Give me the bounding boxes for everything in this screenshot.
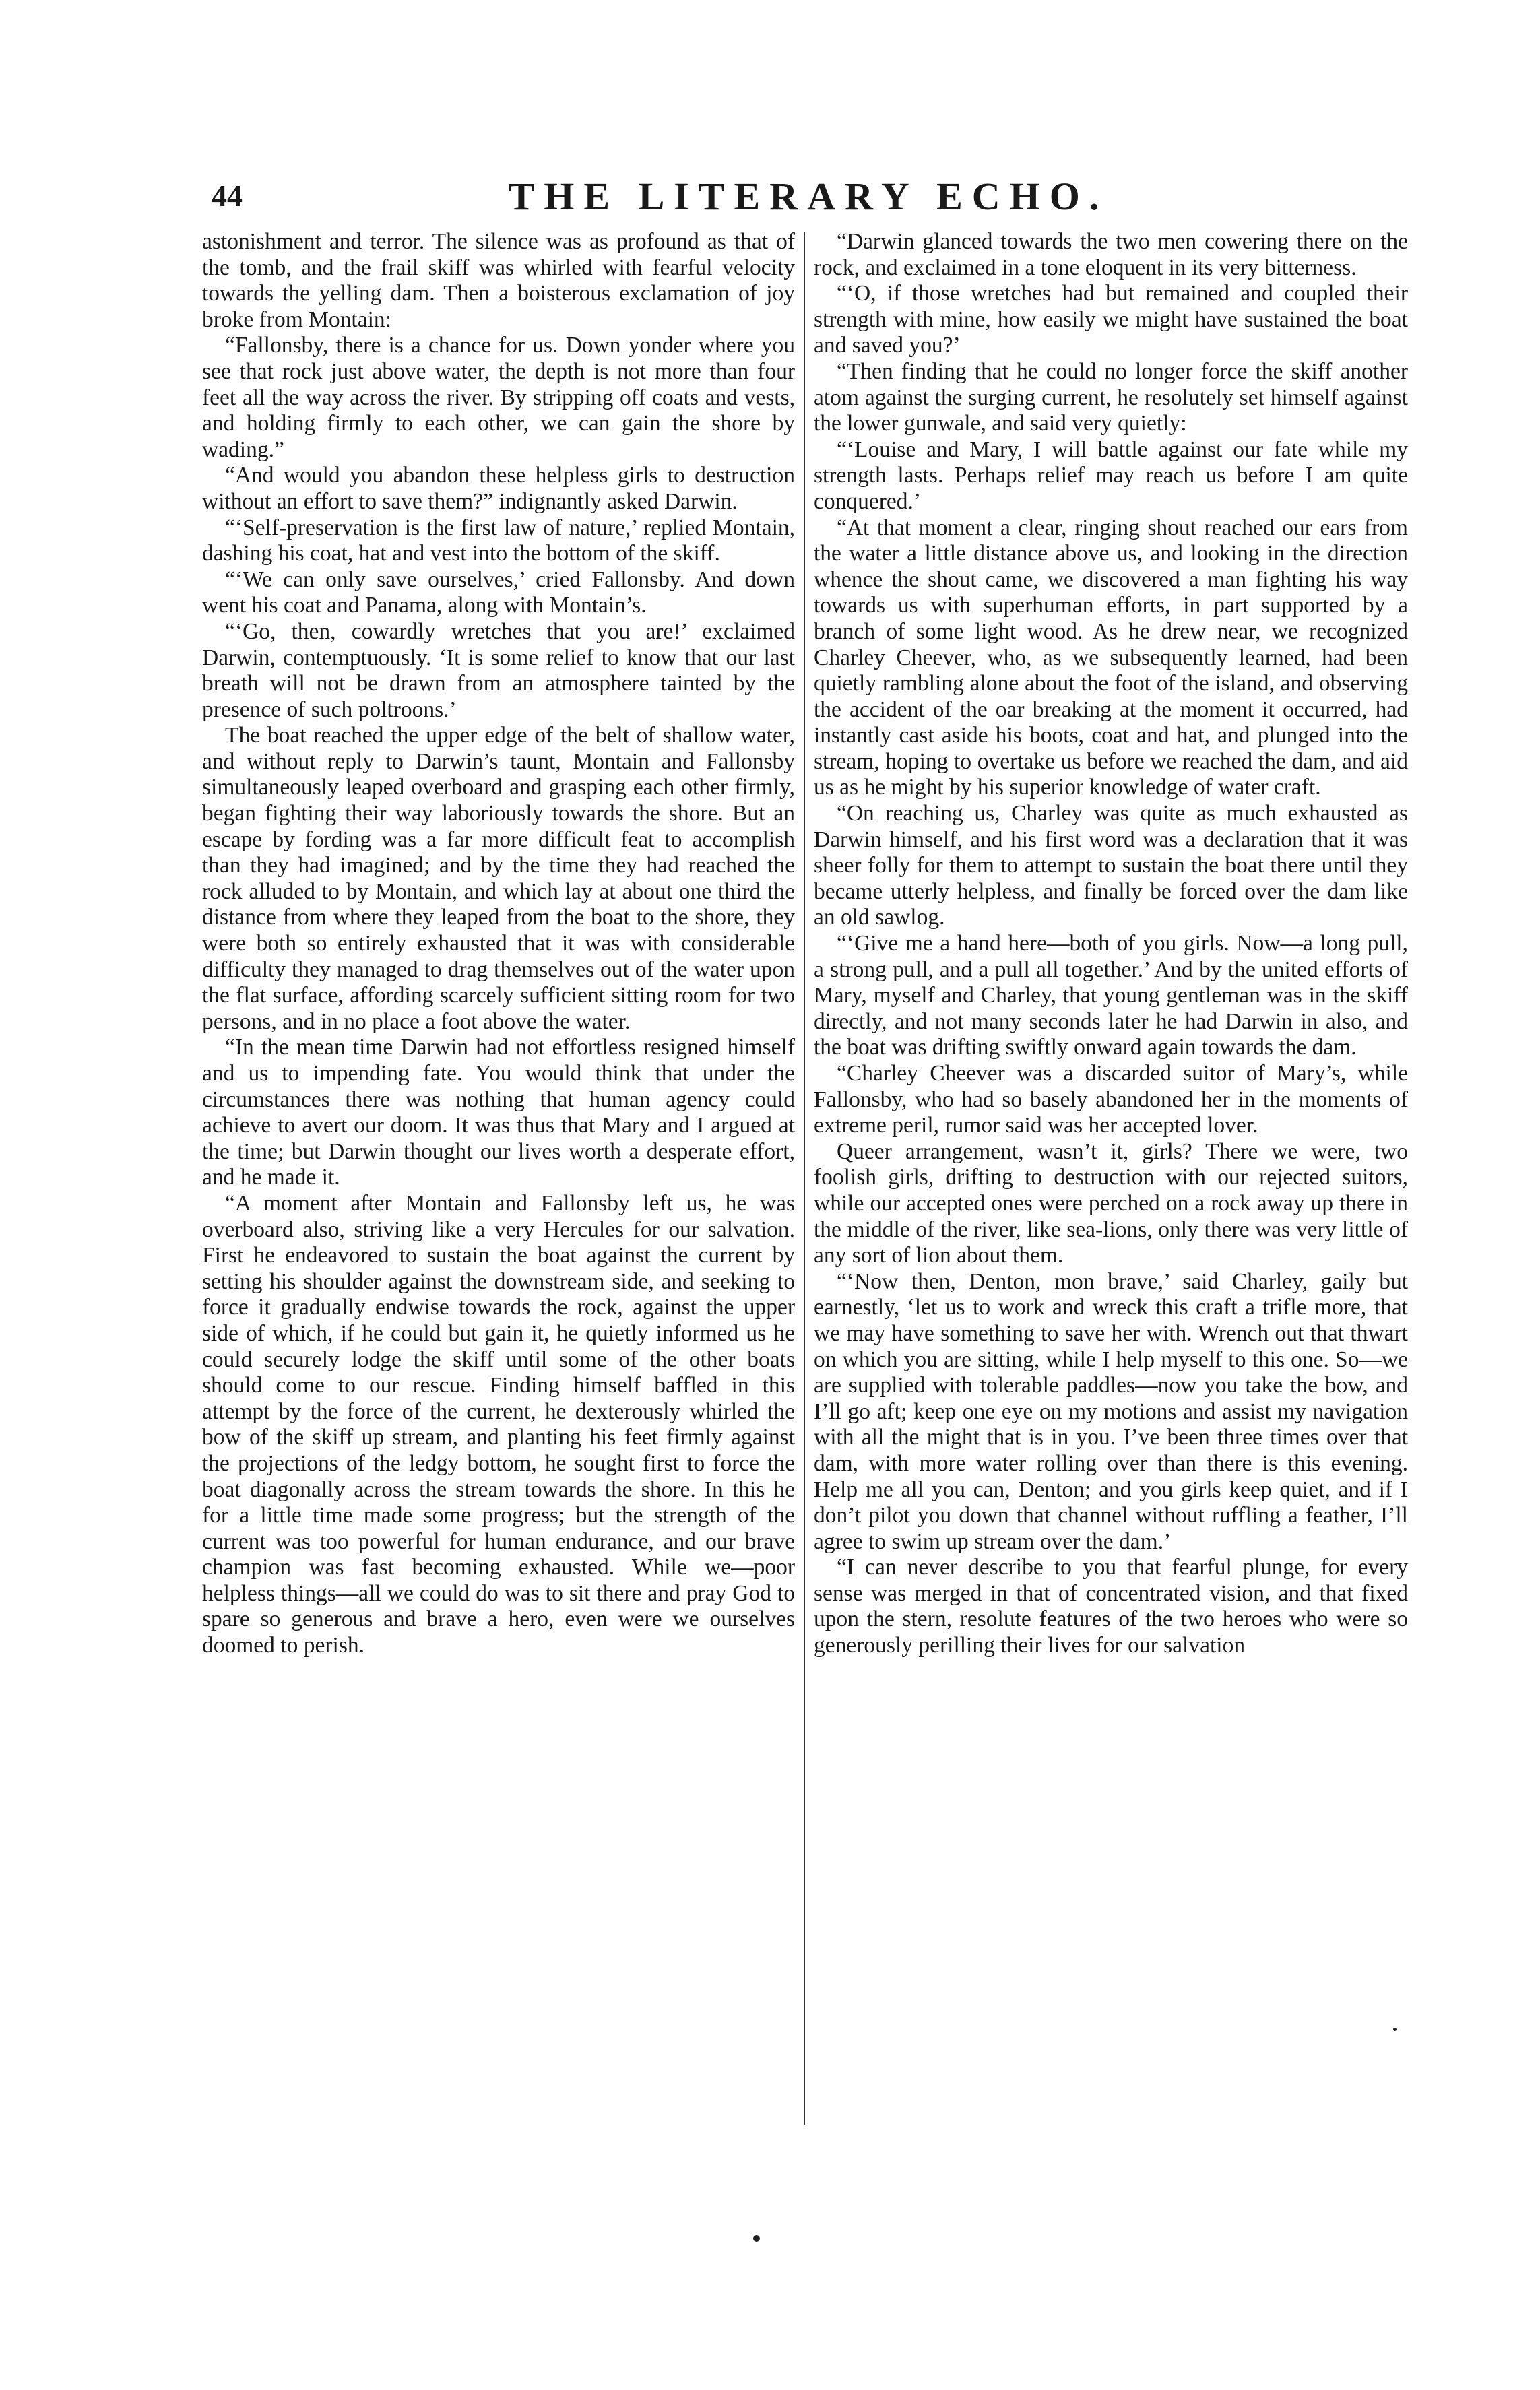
- paragraph: The boat reached the upper edge of the belt of shallow water, and without reply to Darwin’s taunt, Montain and Fallonsby simultaneously leaped overboard and grasping each other firmly, began fighting their way laboriously towards the shore. But an escape by fording was a far more difficult feat to accomplish than they had imagined; and by the time they had reached the rock alluded to by Montain, and which lay at about one third the distance from where they leaped from the boat to the shore, they were both so entirely exhausted that it was with considerable difficulty they managed to drag themselves out of the water upon the flat surface, affording scarcely sufficient sitting room for two persons, and in no place a foot above the water.: [202, 723, 795, 1034]
- left-column: [202, 229, 795, 1659]
- column-divider: [804, 232, 805, 2125]
- paragraph: “I can never describe to you that fearful plunge, for every sense was merged in that of concentrated vision, and that fixed upon the stern, resolute features of the two heroes who were so generously perilling their lives for our salvation: [814, 1555, 1408, 1658]
- masthead-title: THE LITERARY ECHO.: [508, 174, 1109, 218]
- paragraph: “‘Now then, Denton, mon brave,’ said Charley, gaily but earnestly, ‘let us to work and wreck this craft a trifle more, that we may have something to save her with. Wrench out that thwart on which you are sitting, while I help myself to this one. So—we are supplied with tolerable paddles—now you take the bow, and I’ll go aft; keep one eye on my motions and assist my navigation with all the might that is in you. I’ve been three times over that dam, with more water rolling over than there is this evening. Help me all you can, Denton; and you girls keep quiet, and if I don’t pilot you down that channel without ruffling a feather, I’ll agree to swim up stream over the dam.’: [814, 1268, 1408, 1554]
- paragraph: astonishment and terror. The silence was as profound as that of the tomb, and the frail skiff was whirled with fearful velocity towards the yelling dam. Then a boisterous exclamation of joy broke from Montain:: [202, 229, 795, 332]
- paragraph: “‘O, if those wretches had but remained and coupled their strength with mine, how easily we might have sustained the boat and saved you?’: [814, 281, 1408, 358]
- paragraph: “‘Louise and Mary, I will battle against our fate while my strength lasts. Perhaps relief may reach us before I am quite conquered.’: [814, 437, 1408, 514]
- paragraph: “Then finding that he could no longer force the skiff another atom against the surging current, he resolutely set himself against the lower gunwale, and said very quietly:: [814, 358, 1408, 437]
- paragraph: “‘Go, then, cowardly wretches that you are!’ exclaimed Darwin, contemptuously. ‘It is some relief to know that our last breath will not be drawn from an atmosphere tainted by the presence of such poltroons.’: [202, 618, 795, 722]
- ink-speck: [1393, 2028, 1397, 2031]
- paragraph: Queer arrangement, wasn’t it, girls? There we were, two foolish girls, drifting to destruction with our rejected suitors, while our accepted ones were perched on a rock away up there in the middle of the river, like sea-lions, only there was very little of any sort of lion about them.: [814, 1138, 1408, 1268]
- paragraph: “‘Give me a hand here—both of you girls. Now—a long pull, a strong pull, and a pull all together.’ And by the united efforts of Mary, myself and Charley, that young gentleman was in the skiff directly, and not many seconds later he had Darwin in also, and the boat was drifting swiftly onward again towards the dam.: [814, 931, 1408, 1060]
- paragraph: “And would you abandon these helpless girls to destruction without an effort to save them?” indignantly asked Darwin.: [202, 463, 795, 514]
- paragraph: “Fallonsby, there is a chance for us. Down yonder where you see that rock just above water, the depth is not more than four feet all the way across the river. By stripping off coats and vests, and holding firmly to each other, we can gain the shore by wading.”: [202, 333, 795, 462]
- paragraph: “On reaching us, Charley was quite as much exhausted as Darwin himself, and his first word was a declaration that it was sheer folly for them to attempt to sustain the boat there until they became utterly helpless, and finally be forced over the dam like an old sawlog.: [814, 801, 1408, 930]
- right-column: [814, 229, 1408, 1659]
- page-header: [202, 174, 1415, 228]
- paragraph: “Charley Cheever was a discarded suitor of Mary’s, while Fallonsby, who had so basely abandoned her in the moments of extreme peril, rumor said was her accepted lover.: [814, 1061, 1408, 1138]
- paragraph: “In the mean time Darwin had not effortless resigned himself and us to impending fate. You would think that under the circumstances there was nothing that human agency could achieve to avert our doom. It was thus that Mary and I argued at the time; but Darwin thought our lives worth a desperate effort, and he made it.: [202, 1035, 795, 1190]
- paragraph: “A moment after Montain and Fallonsby left us, he was overboard also, striving like a very Hercules for our salvation. First he endeavored to sustain the boat against the current by setting his shoulder against the downstream side, and seeking to force it gradually endwise towards the rock, against the upper side of which, if he could but gain it, he quietly informed us he could securely lodge the skiff until some of the other boats should come to our rescue. Finding himself baffled in this attempt by the force of the current, he dexterously whirled the bow of the skiff up stream, and planting his feet firmly against the projections of the ledgy bottom, he sought first to force the boat diagonally across the stream towards the shore. In this he for a little time made some progress; but the strength of the current was too powerful for human endurance, and our brave champion was fast becoming exhausted. While we—poor helpless things—all we could do was to sit there and pray God to spare so generous and brave a hero, even were we ourselves doomed to perish.: [202, 1190, 795, 1658]
- paragraph: “‘We can only save ourselves,’ cried Fallonsby. And down went his coat and Panama, along with Montain’s.: [202, 567, 795, 618]
- paragraph: “‘Self-preservation is the first law of nature,’ replied Montain, dashing his coat, hat and vest into the bottom of the skiff.: [202, 515, 795, 567]
- ink-speck: [753, 2235, 760, 2242]
- page-number: 44: [212, 179, 243, 213]
- paragraph: “Darwin glanced towards the two men cowering there on the rock, and exclaimed in a tone eloquent in its very bitterness.: [814, 229, 1408, 280]
- paragraph: “At that moment a clear, ringing shout reached our ears from the water a little distance above us, and looking in the direction whence the shout came, we discovered a man fighting his way towards us with superhuman efforts, in part supported by a branch of some light wood. As he drew near, we recognized Charley Cheever, who, as we subsequently learned, had been quietly rambling alone about the foot of the island, and observing the accident of the oar breaking at the moment it occurred, had instantly cast aside his boots, coat and hat, and plunged into the stream, hoping to overtake us before we reached the dam, and aid us as he might by his superior knowledge of water craft.: [814, 515, 1408, 800]
